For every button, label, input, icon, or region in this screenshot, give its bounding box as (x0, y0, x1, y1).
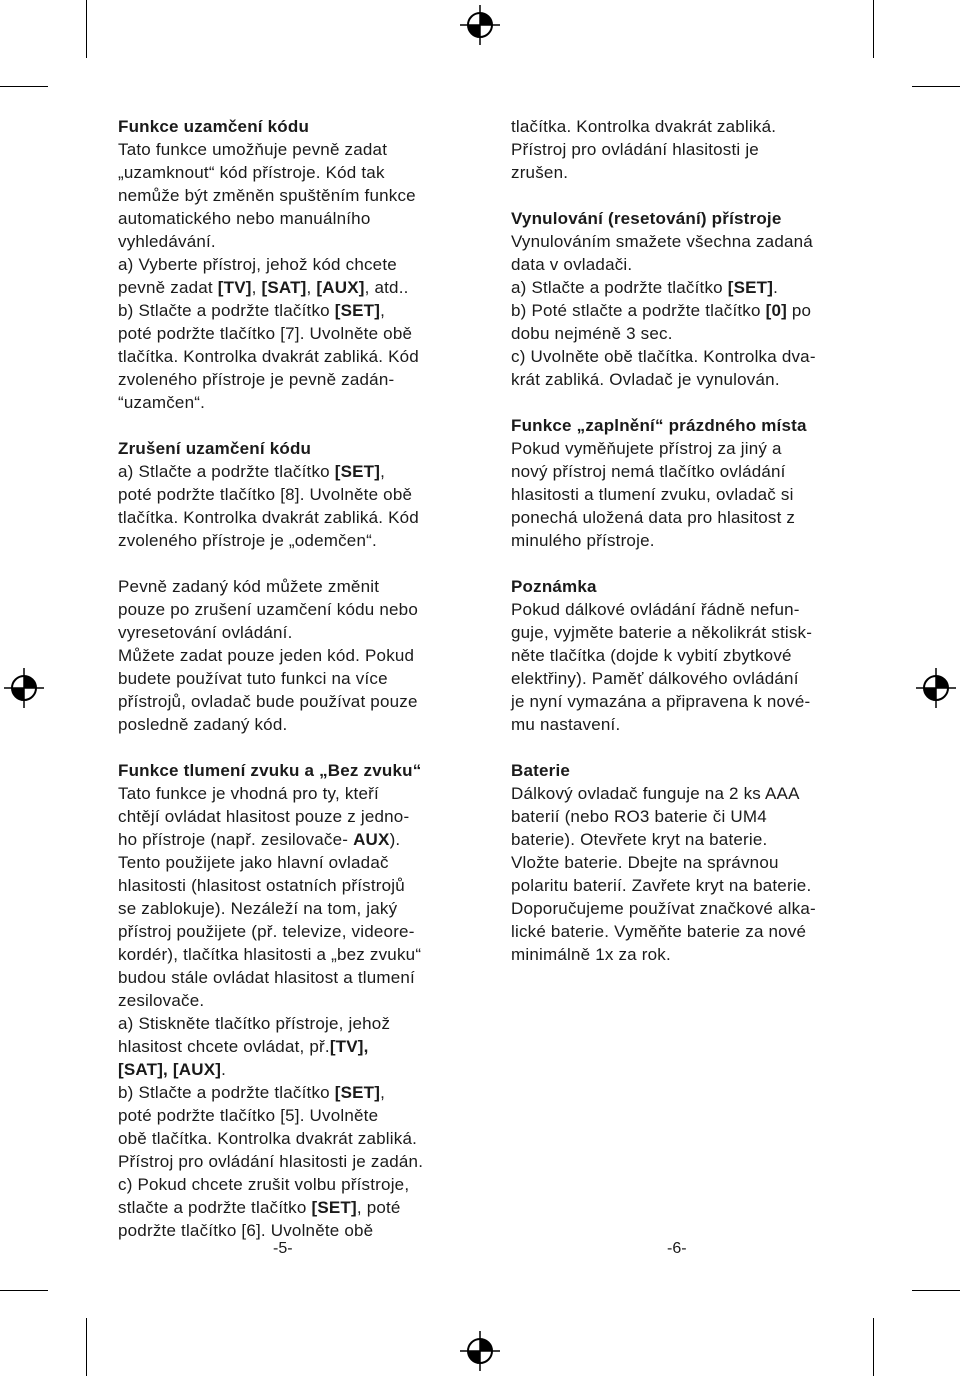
text-line (118, 161, 463, 184)
body-text: zrušen. (511, 163, 569, 182)
text-line (118, 805, 463, 828)
text-line (118, 1150, 463, 1173)
text-line (511, 920, 856, 943)
section (511, 759, 856, 966)
section-heading: Funkce „zaplnění“ prázdného místa (511, 416, 807, 435)
body-text: podržte tlačítko [6]. Uvolněte obě (118, 1221, 374, 1240)
body-text: c) Pokud chcete zrušit volbu přístroje, (118, 1175, 410, 1194)
crop-mark (0, 86, 48, 87)
button-label-text: [TV] (217, 278, 252, 297)
text-line (118, 1196, 463, 1219)
button-label-text: [SET] (334, 301, 381, 320)
body-text: guje, vyjměte baterie a několikrát stisk- (511, 623, 813, 642)
text-line (511, 460, 856, 483)
text-line (511, 851, 856, 874)
text-line (511, 483, 856, 506)
body-text: ponechá uložená data pro hlasitost z (511, 508, 796, 527)
body-text: nový přístroj nemá tlačítko ovládání (511, 462, 786, 481)
body-text: minulého přístroje. (511, 531, 655, 550)
text-line (511, 874, 856, 897)
body-text: Pokud vyměňujete přístroj za jiný a (511, 439, 782, 458)
body-text: chtějí ovládat hlasitost pouze z jedno- (118, 807, 410, 826)
text-line (118, 920, 463, 943)
body-text: Pevně zadaný kód můžete změnit (118, 577, 380, 596)
text-line (118, 483, 463, 506)
body-text: a) Stlačte a podržte tlačítko (118, 462, 335, 481)
text-line (511, 138, 856, 161)
text-line (118, 897, 463, 920)
body-text: , (380, 462, 386, 481)
text-line (511, 345, 856, 368)
body-text: b) Stlačte a podržte tlačítko (118, 301, 335, 320)
body-text: Přístroj pro ovládání hlasitosti je zadán. (118, 1152, 424, 1171)
button-label-text: [SET] (311, 1198, 357, 1217)
body-text: elektřiny). Paměť dálkového ovládání (511, 669, 799, 688)
text-line (511, 690, 856, 713)
body-text: vyhledávání. (118, 232, 216, 251)
text-line (118, 943, 463, 966)
body-text: ho přístroje (např. zesilovače- (118, 830, 354, 849)
text-line (118, 184, 463, 207)
text-line (118, 598, 463, 621)
button-label-text: [SAT] (261, 278, 307, 297)
body-text: vyresetování ovládání. (118, 623, 293, 642)
body-text: , poté (356, 1198, 401, 1217)
section-heading: Baterie (511, 761, 571, 780)
body-text: poté podržte tlačítko [7]. Uvolněte obě (118, 324, 413, 343)
body-text: . (773, 278, 779, 297)
body-text: a) Stiskněte tlačítko přístroje, jehož (118, 1014, 391, 1033)
section (118, 759, 463, 1242)
body-text: polaritu baterií. Zavřete kryt na baterie. (511, 876, 812, 895)
section (511, 414, 856, 552)
section (511, 575, 856, 736)
body-text: zvoleného přístroje je „odemčen“. (118, 531, 377, 550)
text-line (118, 667, 463, 690)
text-line (511, 115, 856, 138)
text-line (511, 598, 856, 621)
body-text: poté podržte tlačítko [8]. Uvolněte obě (118, 485, 413, 504)
crop-mark (912, 86, 960, 87)
body-text: tlačítka. Kontrolka dvakrát zabliká. Kód (118, 347, 419, 366)
section (511, 207, 856, 391)
button-label-text: AUX (353, 830, 390, 849)
body-text: a) Vyberte přístroj, jehož kód chcete (118, 255, 397, 274)
text-line (118, 644, 463, 667)
body-text: přístrojů, ovladač bude používat pouze (118, 692, 418, 711)
button-label-text: [SET] (334, 1083, 381, 1102)
page-number-left: -5- (273, 1240, 293, 1257)
crop-mark (873, 1318, 874, 1376)
text-line (118, 506, 463, 529)
body-text: mu nastavení. (511, 715, 621, 734)
text-line (511, 529, 856, 552)
body-text: posledně zadaný kód. (118, 715, 288, 734)
page-number-right: -6- (667, 1240, 687, 1257)
body-text: dobu nejméně 3 sec. (511, 324, 673, 343)
left-column (118, 115, 463, 1265)
text-line (118, 851, 463, 874)
body-text: Tato funkce je vhodná pro ty, kteří (118, 784, 379, 803)
body-text: „uzamknout“ kód přístroje. Kód tak (118, 163, 385, 182)
section-heading: Funkce tlumení zvuku a „Bez zvuku“ (118, 761, 422, 780)
text-line (118, 782, 463, 805)
text-line (118, 1058, 463, 1081)
text-line (118, 1012, 463, 1035)
text-line (118, 299, 463, 322)
section (511, 115, 856, 184)
text-line (118, 207, 463, 230)
body-text: Vynulováním smažete všechna zadaná (511, 232, 813, 251)
body-text: stlačte a podržte tlačítko (118, 1198, 312, 1217)
text-line (511, 368, 856, 391)
body-text: nemůže být změněn spuštěním funkce (118, 186, 416, 205)
text-line (511, 276, 856, 299)
registration-mark-icon (4, 668, 44, 708)
text-line (118, 276, 463, 299)
text-line (118, 529, 463, 552)
section-heading: Poznámka (511, 577, 597, 596)
body-text: Vložte baterie. Dbejte na správnou (511, 853, 779, 872)
body-text: něte tlačítka (dojde k vybití zbytkové (511, 646, 792, 665)
text-line (511, 713, 856, 736)
body-text: hlasitosti a tlumení zvuku, ovladač si (511, 485, 794, 504)
text-line (118, 391, 463, 414)
text-line (118, 966, 463, 989)
body-text: lické baterie. Vyměňte baterie za nové (511, 922, 807, 941)
body-text: baterie). Otevřete kryt na baterie. (511, 830, 768, 849)
text-line (118, 1035, 463, 1058)
text-line (511, 943, 856, 966)
button-label-text: [AUX] (316, 278, 365, 297)
text-line (511, 230, 856, 253)
body-text: minimálně 1x za rok. (511, 945, 671, 964)
crop-mark (86, 1318, 87, 1376)
body-text: zesilovače. (118, 991, 205, 1010)
body-text: Doporučujeme používat značkové alka- (511, 899, 816, 918)
body-text: , (380, 301, 386, 320)
text-line (511, 506, 856, 529)
registration-mark-icon (460, 5, 500, 45)
crop-mark (912, 1290, 960, 1291)
text-line (118, 874, 463, 897)
body-text: Dálkový ovladač funguje na 2 ks AAA (511, 784, 800, 803)
text-line (511, 253, 856, 276)
registration-mark-icon (916, 668, 956, 708)
body-text: b) Stlačte a podržte tlačítko (118, 1083, 335, 1102)
body-text: a) Stlačte a podržte tlačítko (511, 278, 728, 297)
section-heading: Vynulování (resetování) přístroje (511, 209, 782, 228)
text-line (118, 690, 463, 713)
text-line (118, 1173, 463, 1196)
text-line (118, 253, 463, 276)
button-label-text: [SET] (334, 462, 381, 481)
body-text: Přístroj pro ovládání hlasitosti je (511, 140, 759, 159)
text-line (511, 897, 856, 920)
text-line (118, 230, 463, 253)
button-label-text: [SAT], [AUX] (118, 1060, 222, 1079)
body-text: , (306, 278, 317, 297)
body-text: po (786, 301, 812, 320)
body-text: ). (389, 830, 401, 849)
text-line (511, 161, 856, 184)
crop-mark (0, 1290, 48, 1291)
text-line (118, 368, 463, 391)
body-text: hlasitosti (hlasitost ostatních přístrojů (118, 876, 405, 895)
text-line (118, 322, 463, 345)
section (118, 575, 463, 736)
body-text: . (221, 1060, 227, 1079)
text-line (511, 644, 856, 667)
button-label-text: [TV], (329, 1037, 369, 1056)
text-line (511, 805, 856, 828)
body-text: přístroj použijete (př. televize, videore- (118, 922, 415, 941)
text-line (511, 621, 856, 644)
button-label-text: [SET] (727, 278, 774, 297)
body-text: je nyní vymazána a připravena k nové- (511, 692, 811, 711)
section (118, 437, 463, 552)
body-text: budou stále ovládat hlasitost a tlumení (118, 968, 415, 987)
text-line (118, 345, 463, 368)
text-line (118, 1127, 463, 1150)
body-text: “uzamčen“. (118, 393, 206, 412)
button-label-text: [0] (765, 301, 787, 320)
text-line (118, 575, 463, 598)
text-line (118, 1081, 463, 1104)
body-text: budete používat tuto funkci na více (118, 669, 388, 688)
body-text: pevně zadat (118, 278, 218, 297)
text-line (118, 460, 463, 483)
body-text: poté podržte tlačítko [5]. Uvolněte (118, 1106, 379, 1125)
text-line (118, 138, 463, 161)
text-line (511, 828, 856, 851)
body-text: hlasitost chcete ovládat, př. (118, 1037, 330, 1056)
body-text: b) Poté stlačte a podržte tlačítko (511, 301, 766, 320)
crop-mark (86, 0, 87, 58)
text-line (511, 437, 856, 460)
body-text: , (380, 1083, 386, 1102)
text-line (511, 782, 856, 805)
body-text: Můžete zadat pouze jeden kód. Pokud (118, 646, 415, 665)
text-line (118, 989, 463, 1012)
text-line (511, 667, 856, 690)
text-line (118, 621, 463, 644)
body-text: c) Uvolněte obě tlačítka. Kontrolka dva- (511, 347, 816, 366)
text-line (118, 828, 463, 851)
body-text: se zablokuje). Nezáleží na tom, jaký (118, 899, 398, 918)
section-heading: Zrušení uzamčení kódu (118, 439, 312, 458)
body-text: baterií (nebo RO3 baterie či UM4 (511, 807, 767, 826)
body-text: zvoleného přístroje je pevně zadán- (118, 370, 395, 389)
section (118, 115, 463, 414)
crop-mark (873, 0, 874, 58)
body-text: tlačítka. Kontrolka dvakrát zabliká. Kód (118, 508, 419, 527)
text-line (511, 322, 856, 345)
body-text: kordér), tlačítka hlasitosti a „bez zvuku“ (118, 945, 422, 964)
body-text: tlačítka. Kontrolka dvakrát zabliká. (511, 117, 777, 136)
right-column (511, 115, 856, 989)
body-text: data v ovladači. (511, 255, 633, 274)
body-text: Tato funkce umožňuje pevně zadat (118, 140, 388, 159)
body-text: obě tlačítka. Kontrolka dvakrát zabliká. (118, 1129, 418, 1148)
text-line (511, 299, 856, 322)
section-heading: Funkce uzamčení kódu (118, 117, 310, 136)
body-text: , atd.. (364, 278, 409, 297)
body-text: pouze po zrušení uzamčení kódu nebo (118, 600, 418, 619)
text-line (118, 713, 463, 736)
body-text: Tento použijete jako hlavní ovladač (118, 853, 389, 872)
text-line (118, 1104, 463, 1127)
body-text: automatického nebo manuálního (118, 209, 371, 228)
body-text: krát zabliká. Ovladač je vynulován. (511, 370, 780, 389)
body-text: , (251, 278, 262, 297)
registration-mark-icon (460, 1331, 500, 1371)
body-text: Pokud dálkové ovládání řádně nefun- (511, 600, 800, 619)
